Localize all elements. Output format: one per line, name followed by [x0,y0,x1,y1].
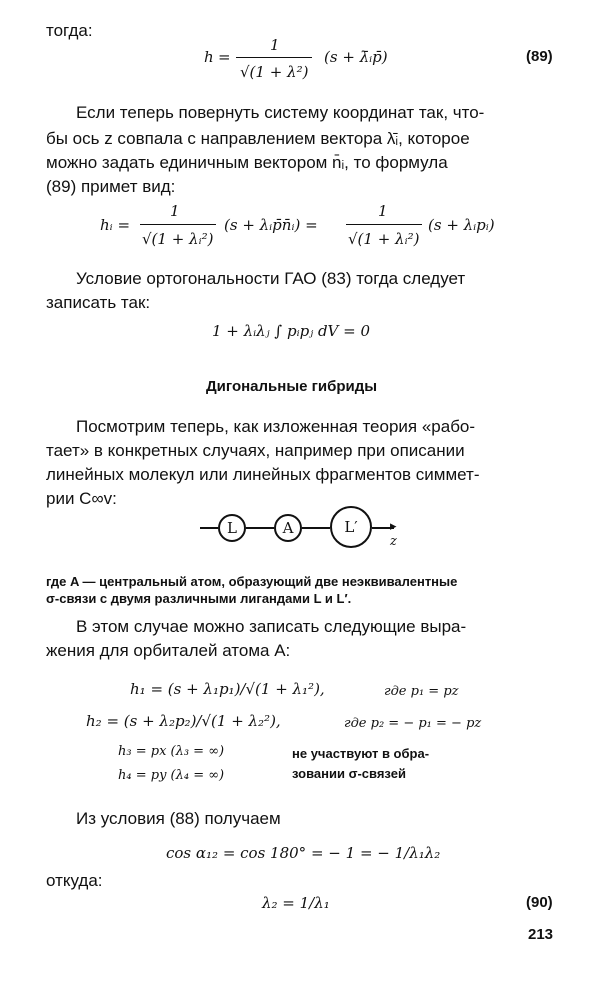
ligand-L-circle [218,514,246,542]
orbital-note-line1: не участвуют в обра- [292,746,430,761]
eq89b-rhs: (s + λᵢpᵢ) [428,216,495,234]
eq89b-den2: √(1 + λᵢ²) [348,230,420,248]
orbital-h1: h₁ = (s + λ₁p₁)/√(1 + λ₁²), [130,680,325,698]
para3-line3: линейных молекул или линейных фрагментов симмет- [46,465,480,484]
eq89b-lhs: hᵢ = [100,216,131,234]
bond-line-A-L2 [302,527,330,529]
intro-word: тогда: [46,21,93,40]
eq89b-bar1 [140,224,216,225]
equation-89-rotated [100,200,520,256]
bond-line-L-A [246,527,274,529]
para3-line1: Посмотрим теперь, как изложенная теория «рабо- [76,417,476,436]
cosine-equation: cos α₁₂ = cos 180° = − 1 = − 1/λ₁λ₂ [166,844,441,862]
eq89b-num2: 1 [378,202,388,220]
caption-line2: σ-связи с двумя различными лигандами L и L′. [46,591,352,606]
para6: откуда: [46,871,103,890]
para4-line2: жения для орбиталей атома A: [46,641,291,660]
ligand-L-label: L [227,519,237,537]
central-atom-A-circle [274,514,302,542]
orbital-h1-condition: где p₁ = pz [384,684,459,699]
eq89b-num1: 1 [170,202,180,220]
orbital-note-line2: зовании σ-связей [292,766,406,781]
para4-line1: В этом случае можно записать следующие выра- [76,617,467,636]
eq89-numerator: 1 [270,36,280,54]
central-atom-A-label: A [282,519,294,537]
section-title: Дигональные гибриды [206,378,378,395]
para1-line3: можно задать единичным вектором n̄ᵢ, то формула [46,153,448,172]
equation-90: λ₂ = 1/λ₁ [262,894,330,912]
axis-arrowhead-icon: ▸ [390,519,397,534]
orbital-h3: h₃ = px (λ₃ = ∞) [118,744,225,759]
axis-z-label: z [390,534,397,549]
eq90-number: (90) [526,894,553,911]
eq89-number: (89) [526,48,553,65]
orbital-h2-condition: где p₂ = − p₁ = − pz [344,716,482,731]
orbital-h4: h₄ = py (λ₄ = ∞) [118,768,225,783]
equation-89 [196,36,456,86]
eq89b-mid: (s + λᵢp̄n̄ᵢ) = [224,216,318,234]
eq89-lhs: h [204,48,214,66]
caption-line1: где A — центральный атом, образующий две неэквивалентные [46,574,458,589]
eq89-denominator: √(1 + λ²) [240,63,309,81]
para2-line1: Условие ортогональности ГАО (83) тогда следует [76,269,466,288]
page-number: 213 [528,926,554,943]
eq89b-bar2 [346,224,422,225]
eq89-fraction-bar [236,57,312,58]
para1-line4: (89) примет вид: [46,177,176,196]
ligand-L-prime-circle [330,506,372,548]
eq89-equals: = [218,48,231,66]
bond-line-left-end [200,527,218,529]
para1-line2: бы ось z совпала с направлением вектора λ̄ᵢ, которое [46,129,470,148]
para1-line1: Если теперь повернуть систему координат так, что- [76,103,485,122]
ligand-L-prime-label: L′ [344,518,358,536]
orthogonality-equation: 1 + λᵢλⱼ ∫ pᵢpⱼ dV = 0 [212,322,371,340]
eq89-rhs: (s + λ̄ᵢp̄) [324,48,388,66]
linear-molecule-diagram [196,500,416,556]
para3-line4: рии C∞v: [46,489,117,508]
para3-line2: тает» в конкретных случаях, например при описании [46,441,465,460]
eq89b-den1: √(1 + λᵢ²) [142,230,214,248]
para5: Из условия (88) получаем [76,809,281,828]
orbital-h2: h₂ = (s + λ₂p₂)/√(1 + λ₂²), [86,712,281,730]
para2-line2: записать так: [46,293,151,312]
